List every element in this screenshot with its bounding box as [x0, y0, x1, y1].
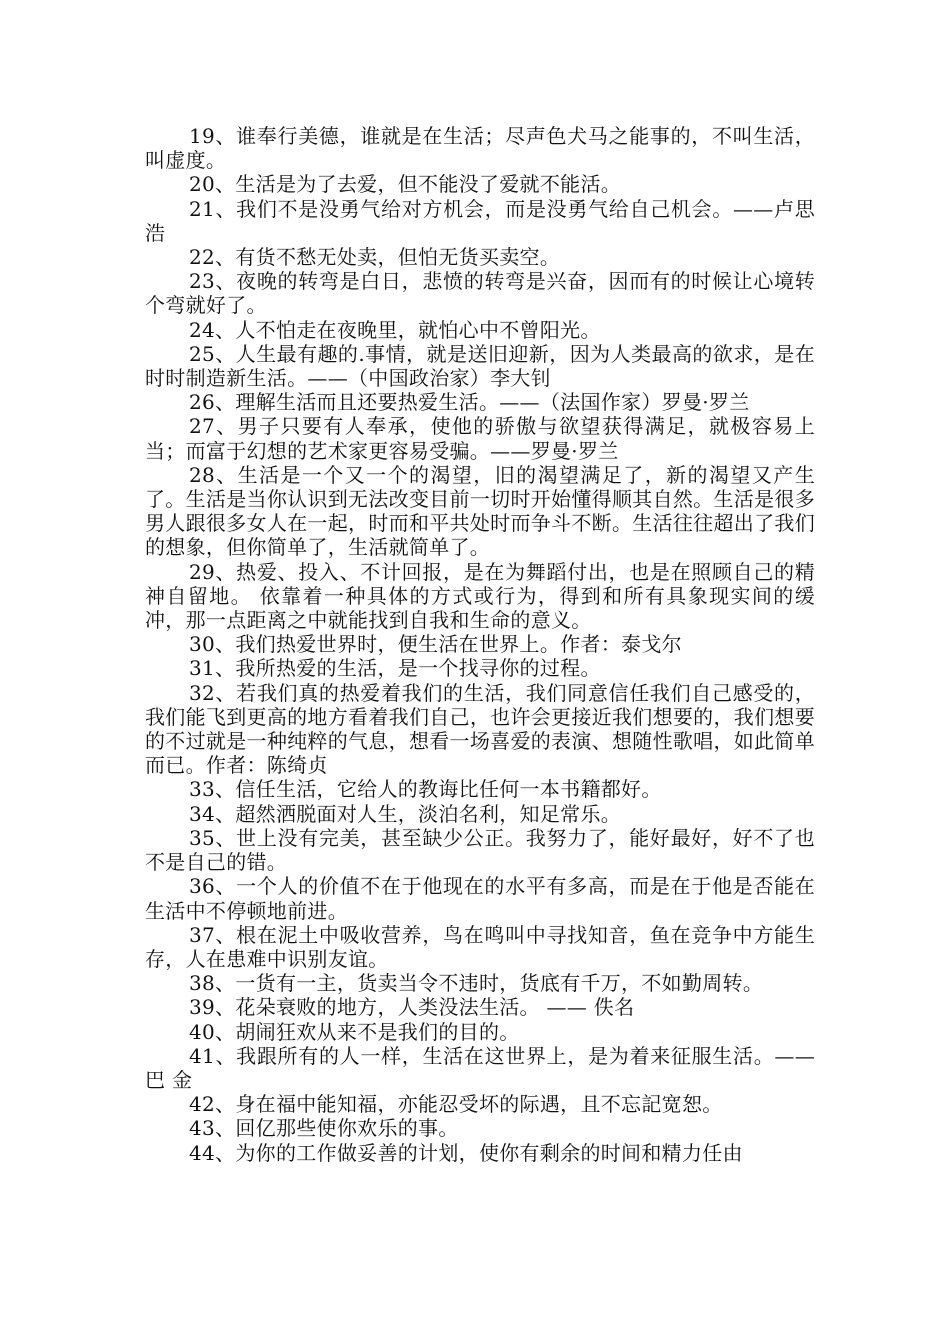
quote-35: 35、世上没有完美，甚至缺少公正。我努力了，能好最好，好不了也不是自己的错。	[145, 825, 815, 875]
quote-22: 22、有货不愁无处卖，但怕无货买卖空。	[189, 245, 561, 270]
document-body	[145, 124, 815, 1165]
quote-23: 23、夜晚的转弯是白日，悲愤的转弯是兴奋，因而有的时候让心境转个弯就好了。	[145, 269, 815, 318]
quote-37: 37、根在泥土中吸收营养，鸟在鸣叫中寻找知音，鱼在竞争中方能生存，人在患难中识别友谊。	[145, 922, 815, 971]
quote-25: 25、人生最有趣的.事情，就是送旧迎新，因为人类最高的欲求，是在时时制造新生活。——（中国政治家）李大钊	[145, 341, 815, 391]
quote-29: 29、热爱、投入、不计回报，是在为舞蹈付出，也是在照顾自己的精神自留地。 依靠着一种具体的方式或行为，得到和所有具象现实间的缓冲，那一点距离之中就能找到自我和生命的意义。	[145, 559, 815, 633]
quote-33: 33、信任生活，它给人的教诲比任何一本书籍都好。	[189, 777, 662, 802]
quote-43: 43、回亿那些使你欢乐的事。	[189, 1116, 459, 1141]
quote-30: 30、我们热爱世界时，便生活在世界上。作者：泰戈尔	[189, 632, 682, 657]
quote-27: 27、男子只要有人奉承，使他的骄傲与欲望获得满足，就极容易上当；而富于幻想的艺术家更容易受骗。——罗曼·罗兰	[145, 414, 815, 463]
quote-36: 36、一个人的价值不在于他现在的水平有多高，而是在于他是否能在生活中不停顿地前进。	[145, 874, 815, 923]
quote-40: 40、胡闹狂欢从来不是我们的目的。	[189, 1019, 520, 1044]
quote-19: 19、谁奉行美德，谁就是在生活；尽声色犬马之能事的，不叫生活，叫虚度。	[145, 124, 815, 173]
quote-44: 44、为你的工作做妥善的计划，使你有剩余的时间和精力任由	[189, 1140, 743, 1165]
quote-28: 28、生活是一个又一个的渴望，旧的渴望满足了，新的渴望又产生了。生活是当你认识到无法改变目前一切时开始懂得顺其自然。生活是很多男人跟很多女人在一起，时而和平共处时而争斗不断。生活往往超出了我们的想象，但你简单了，生活就简单了。	[145, 462, 815, 560]
quote-42: 42、身在福中能知福，亦能忍受坏的际遇，且不忘記宽恕。	[189, 1092, 723, 1117]
quote-21: 21、我们不是没勇气给对方机会，而是没勇气给自己机会。——卢思浩	[145, 196, 815, 245]
quote-24: 24、人不怕走在夜晚里，就怕心中不曾阳光。	[189, 317, 601, 342]
quote-26: 26、理解生活而且还要热爱生活。——（法国作家）罗曼·罗兰	[189, 390, 750, 415]
quote-20: 20、生活是为了去爱，但不能没了爱就不能活。	[189, 172, 622, 197]
quote-39: 39、花朵衰败的地方，人类没法生活。 —— 佚名	[189, 995, 635, 1020]
quote-31: 31、我所热爱的生活，是一个找寻你的过程。	[189, 656, 601, 681]
quote-34: 34、超然洒脱面对人生，淡泊名利，知足常乐。	[189, 801, 622, 826]
quote-41: 41、我跟所有的人一样，生活在这世界上，是为着来征服生活。——巴 金	[145, 1043, 815, 1092]
quote-32: 32、若我们真的热爱着我们的生活，我们同意信任我们自己感受的，我们能飞到更高的地方看着我们自己，也许会更接近我们想要的，我们想要的不过就是一种纯粹的气息，想看一场喜爱的表演、想随性歌唱，如此简单而已。作者：陈绮贞	[145, 680, 815, 778]
quote-38: 38、一货有一主，货卖当令不违时，货底有千万，不如勤周转。	[189, 971, 764, 996]
